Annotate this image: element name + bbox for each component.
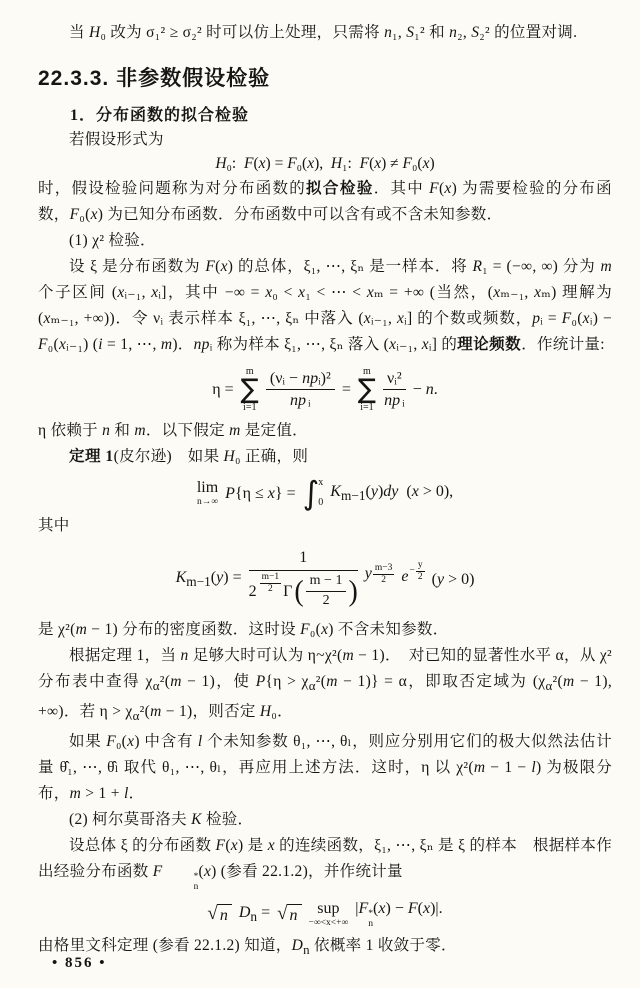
fit-test-heading: 1．分布函数的拟合检验	[70, 107, 250, 124]
formula-density-function	[38, 548, 612, 610]
limit-operator	[197, 479, 218, 507]
paragraph-rejection-region: 根据定理 1，当 n 足够大时可认为 η~χ²(m − 1)． 对已知的显著性水平 α，从 χ² 分布表中查得 $\chi_\alpha^2(m - 1)$，使 $P\{\eta > \chi_\alpha^2(m - 1)\} = \alpha$，即取否定域为 ($\chi_\alpha^2(m - 1)$, +∞)．若 $\eta > \chi_\alpha^2(m - 1)$，则否定 H₀．	[38, 647, 613, 724]
radical-icon: √	[207, 902, 218, 924]
fraction-denominator	[249, 571, 358, 610]
theorem-label: 定理 1	[69, 448, 114, 466]
Dn-equals: $D_n$ =	[238, 904, 271, 925]
sqrt-n-term-1: √ n	[207, 904, 231, 925]
section-title: 非参数假设检验	[116, 67, 271, 90]
exponent-fraction: $\frac{m-1}{2}$	[261, 571, 280, 594]
eta-lhs: η =	[212, 380, 234, 398]
sum-operator-2	[358, 366, 376, 414]
paragraph-glivenko: 由格里文科定理 (参看 22.1.2) 知道，$D_n$ 依概率 1 收敛于零．	[38, 937, 457, 958]
fraction-denominator: np ᵢ	[290, 391, 311, 409]
page-number: • 856 •	[52, 955, 107, 971]
equals-sign: =	[341, 380, 351, 398]
sum-lower-limit: i=1	[243, 402, 257, 414]
fraction-observed-expected	[266, 369, 335, 410]
integral-upper-limit: x	[318, 477, 324, 489]
integral-limits	[318, 478, 323, 508]
formula-kolmogorov-statistic	[38, 899, 612, 929]
paragraph-eta-note: η 依赖于 n 和 m．以下假定 m 是定值．	[38, 422, 308, 440]
radical-icon: √	[277, 902, 288, 924]
y-exponent: $\frac{m-3}{2}$	[374, 563, 393, 586]
integral-lower-limit: 0	[318, 497, 324, 509]
fraction-numerator: νᵢ²	[383, 369, 406, 390]
left-paren: (	[294, 574, 304, 608]
sum-upper-limit: m	[363, 365, 371, 377]
sup-symbol: sup	[317, 900, 340, 918]
section-heading	[38, 62, 612, 92]
sup-subscript: −∞<x<+∞	[308, 918, 349, 929]
sup-argument: |F * n (x) − F(x)|.	[355, 900, 443, 930]
e-exponent: − $\frac{y}{2}$	[409, 560, 423, 582]
fraction-numerator: (νᵢ − npᵢ)²	[266, 369, 335, 390]
theorem-statement: (皮尔逊) 如果 H₀ 正确，则	[113, 448, 309, 466]
sup-operator	[309, 900, 349, 928]
theorem-1-line	[38, 444, 612, 470]
kolmogorov-test-heading: (2) 柯尔莫哥洛夫 K 检验．	[69, 811, 254, 829]
power-base-two: 2	[248, 583, 257, 601]
formula-hypothesis	[38, 155, 612, 174]
gamma-symbol: Γ	[283, 583, 293, 601]
paragraph-carryover: 当 H₀ 改为 σ₁² ≥ σ₂² 时可以仿上处理，只需将 n₁, S₁² 和 n₂, S₂² 的位置对调.	[69, 24, 578, 41]
eta-tail: − n.	[412, 380, 438, 398]
limit-probability: P{η ≤ x} =	[225, 484, 296, 502]
formula-chi-square-statistic	[38, 366, 612, 414]
lim-subscript: n→∞	[196, 496, 219, 507]
sum-lower-limit: i=1	[360, 402, 374, 414]
lim-symbol: lim	[196, 479, 219, 497]
right-paren: )	[348, 574, 358, 608]
integral-icon: ∫	[302, 474, 320, 513]
density-main-fraction	[249, 548, 358, 610]
sigma-icon: ∑	[240, 373, 259, 405]
chi-square-test-heading: (1) χ² 检验．	[69, 231, 156, 249]
integral-operator	[302, 474, 324, 513]
lead-line: 若假设形式为	[69, 131, 164, 148]
fraction-denominator: np ᵢ	[384, 391, 405, 409]
y-power-term: y $\frac{m-3}{2}$	[364, 563, 393, 586]
gamma-argument-fraction: $\frac{m - 1}{2}$	[306, 573, 347, 610]
fraction-nu-squared	[383, 369, 406, 410]
paragraph-unknown-params: 如果 F₀(x) 中含有 l 个未知参数 θ₁, ⋯, θₗ，则应分别用它们的极大似然法估计量 θ̂₁, ⋯, θ̂ₗ 取代 θ₁, ⋯, θₗ，再应用上述方法．这时，η 以 χ²(m − 1 − l) 为极限分布，m > 1 + l．	[38, 733, 612, 803]
density-condition: (y > 0)	[431, 570, 475, 588]
formula-limit-distribution	[38, 474, 612, 513]
sum-upper-limit: m	[245, 365, 254, 377]
sigma-icon: ∑	[357, 373, 377, 405]
where-line: 其中	[38, 517, 70, 535]
paragraph-kolmogorov-setup: 设总体 ξ 的分布函数 F(x) 是 x 的连续函数，ξ₁, ⋯, ξₙ 是 ξ 的样本 根据样本作出经验分布函数 F * n (x) (参看 22.1.2)，并作统计量	[38, 837, 613, 892]
paragraph-fit-test: 时，假设检验问题称为对分布函数的拟合检验．其中 F(x) 为需要检验的分布函数，F₀(x) 为已知分布函数．分布函数中可以含有或不含未知参数．	[38, 179, 612, 223]
hypothesis-expression: H₀: F(x) = F₀(x), H₁: F(x) ≠ F₀(x)	[215, 155, 435, 172]
fraction-numerator: 1	[249, 548, 358, 571]
power-exponent	[260, 573, 282, 595]
integrand: $K_{m-1}(y)dy$ (x > 0),	[330, 483, 454, 504]
density-lhs: $K_{m-1}(y)$ =	[175, 569, 242, 590]
section-number: 22.3.3.	[38, 67, 110, 90]
e-power-term: e − $\frac{y}{2}$	[401, 560, 423, 586]
sum-operator-1	[241, 366, 259, 414]
paragraph-chi-setup: 设 ξ 是分布函数为 F(x) 的总体，ξ₁, ⋯, ξₙ 是一样本．将 R₁ = (−∞, ∞) 分为 m 个子区间 (xᵢ₋₁, xᵢ]，其中 −∞ = x₀ < x₁ < ⋯ < xₘ = +∞ (当然，(xₘ₋₁, xₘ) 理解为 (xₘ₋₁, +∞))．令 νᵢ 表示样本 ξ₁, ⋯, ξₙ 中落入 (xᵢ₋₁, xᵢ] 的个数或频数，pᵢ = F₀(xᵢ) − F₀(xᵢ₋₁) (i = 1, ⋯, m)．npᵢ 称为样本 ξ₁, ⋯, ξₙ 落入 (xᵢ₋₁, xᵢ] 的理论频数．作统计量:	[38, 257, 613, 353]
sqrt-n-term-2: √ n	[277, 904, 301, 925]
paragraph-density-note: 是 χ²(m − 1) 分布的密度函数．这时设 F₀(x) 不含未知参数．	[38, 621, 449, 639]
